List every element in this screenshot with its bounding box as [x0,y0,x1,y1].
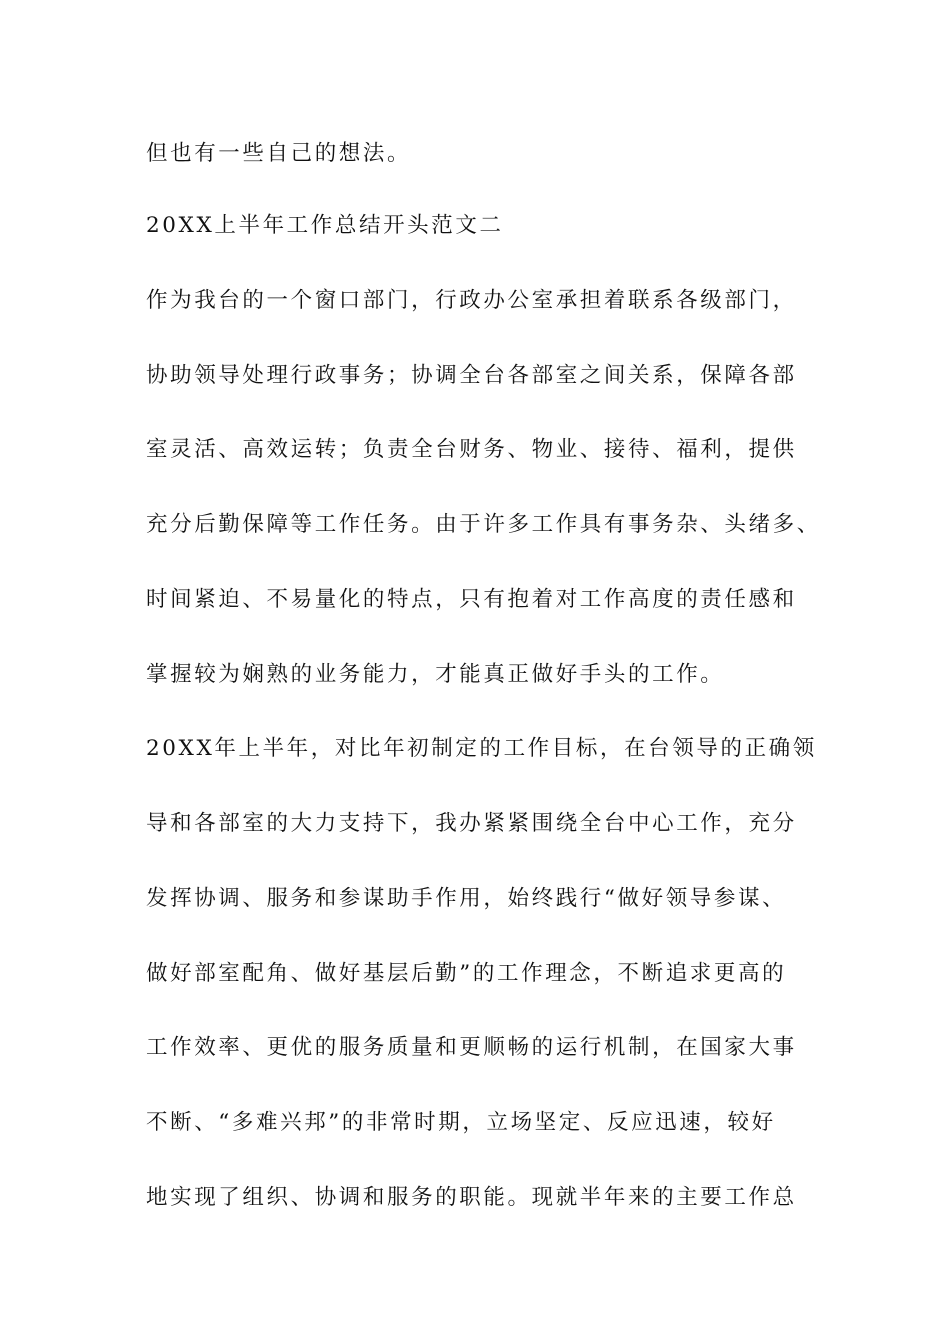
text-line: 20XX年上半年，对比年初制定的工作目标，在台领导的正确领 [146,736,817,761]
text-line: 协助领导处理行政事务；协调全台各部室之间关系，保障各部 [146,363,797,388]
text-line: 室灵活、高效运转；负责全台财务、物业、接待、福利，提供 [146,437,797,462]
text-line: 掌握较为娴熟的业务能力，才能真正做好手头的工作。 [146,662,725,687]
text-line: 充分后勤保障等工作任务。由于许多工作具有事务杂、头绪多、 [146,512,821,537]
text-line: 工作效率、更优的服务质量和更顺畅的运行机制，在国家大事 [146,1035,797,1060]
section-heading: 20XX上半年工作总结开头范文二 [146,213,504,238]
text-line: 导和各部室的大力支持下，我办紧紧围绕全台中心工作，充分 [146,811,797,836]
text-line: 发挥协调、服务和参谋助手作用，始终践行“做好领导参谋、 [146,886,787,911]
text-line: 做好部室配角、做好基层后勤”的工作理念，不断追求更高的 [146,961,787,986]
text-line: 但也有一些自己的想法。 [146,141,412,166]
text-line: 时间紧迫、不易量化的特点，只有抱着对工作高度的责任感和 [146,587,797,612]
text-line: 不断、“多难兴邦”的非常时期，立场坚定、反应迅速，较好 [146,1110,776,1135]
text-line: 地实现了组织、协调和服务的职能。现就半年来的主要工作总 [146,1185,797,1210]
text-line: 作为我台的一个窗口部门，行政办公室承担着联系各级部门， [146,288,797,313]
